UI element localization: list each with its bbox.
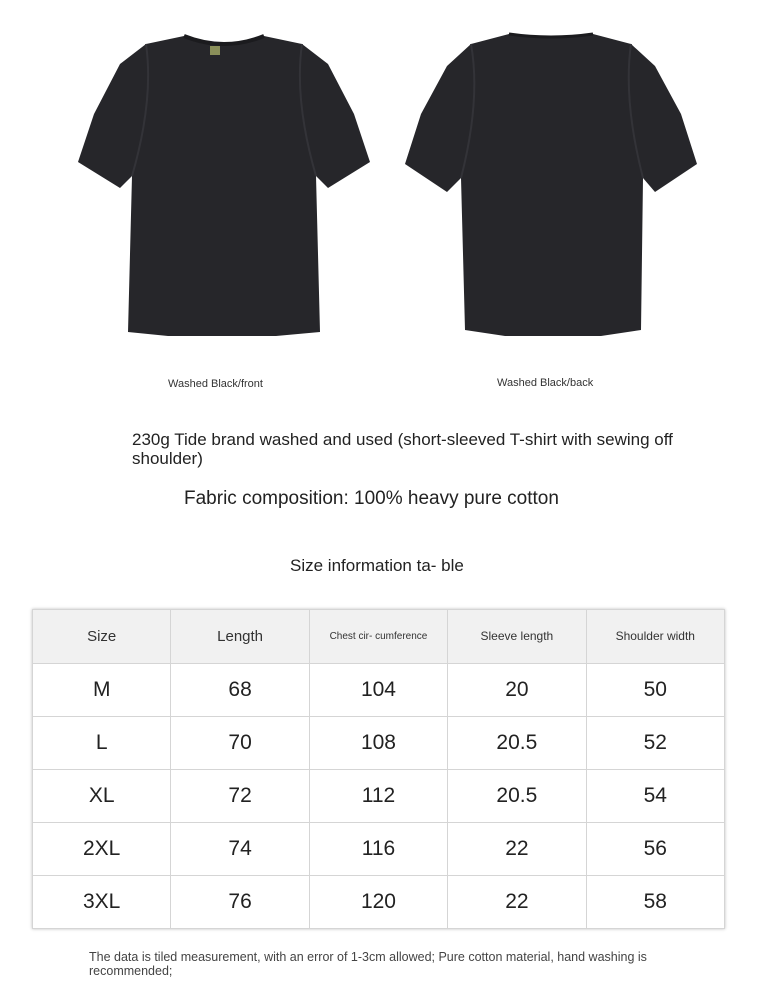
table-row (33, 876, 725, 929)
cell-chest: 108 (309, 717, 447, 770)
header-chest: Chest cir- cumference (309, 610, 447, 664)
front-caption: Washed Black/front (168, 378, 263, 390)
label-tag-icon (210, 46, 220, 55)
header-sleeve: Sleeve length (448, 610, 586, 664)
back-caption: Washed Black/back (497, 377, 594, 389)
tshirt-back-image (405, 30, 697, 338)
header-size: Size (33, 610, 171, 664)
product-title: 230g Tide brand washed and used (short-sleeved T-shirt with sewing off shoulder) (132, 430, 673, 468)
cell-size: XL (33, 770, 171, 823)
header-shoulder: Shoulder width (586, 610, 724, 664)
cell-shoulder: 56 (586, 823, 724, 876)
header-length: Length (171, 610, 309, 664)
cell-chest: 116 (309, 823, 447, 876)
cell-sleeve: 22 (448, 823, 586, 876)
cell-sleeve: 22 (448, 876, 586, 929)
tshirt-front-shape (78, 36, 370, 336)
cell-chest: 112 (309, 770, 447, 823)
table-row (33, 770, 725, 823)
size-table (32, 609, 725, 929)
measurement-note: The data is tiled measurement, with an error of 1-3cm allowed; Pure cotton material, hand washing is recommended; (89, 950, 647, 978)
cell-length: 76 (171, 876, 309, 929)
cell-length: 70 (171, 717, 309, 770)
fabric-composition: Fabric composition: 100% heavy pure cotton (184, 488, 559, 509)
cell-size: M (33, 664, 171, 717)
cell-size: L (33, 717, 171, 770)
tshirt-back-shape (405, 34, 697, 336)
cell-sleeve: 20.5 (448, 770, 586, 823)
cell-size: 2XL (33, 823, 171, 876)
cell-sleeve: 20.5 (448, 717, 586, 770)
cell-chest: 104 (309, 664, 447, 717)
cell-shoulder: 52 (586, 717, 724, 770)
cell-length: 74 (171, 823, 309, 876)
cell-sleeve: 20 (448, 664, 586, 717)
cell-shoulder: 54 (586, 770, 724, 823)
tshirt-front-image (76, 30, 372, 338)
table-row (33, 823, 725, 876)
cell-length: 72 (171, 770, 309, 823)
cell-shoulder: 50 (586, 664, 724, 717)
size-table-header-row (33, 610, 725, 664)
size-table-title: Size information ta- ble (290, 556, 464, 575)
cell-length: 68 (171, 664, 309, 717)
cell-chest: 120 (309, 876, 447, 929)
cell-size: 3XL (33, 876, 171, 929)
table-row (33, 664, 725, 717)
table-row (33, 717, 725, 770)
cell-shoulder: 58 (586, 876, 724, 929)
